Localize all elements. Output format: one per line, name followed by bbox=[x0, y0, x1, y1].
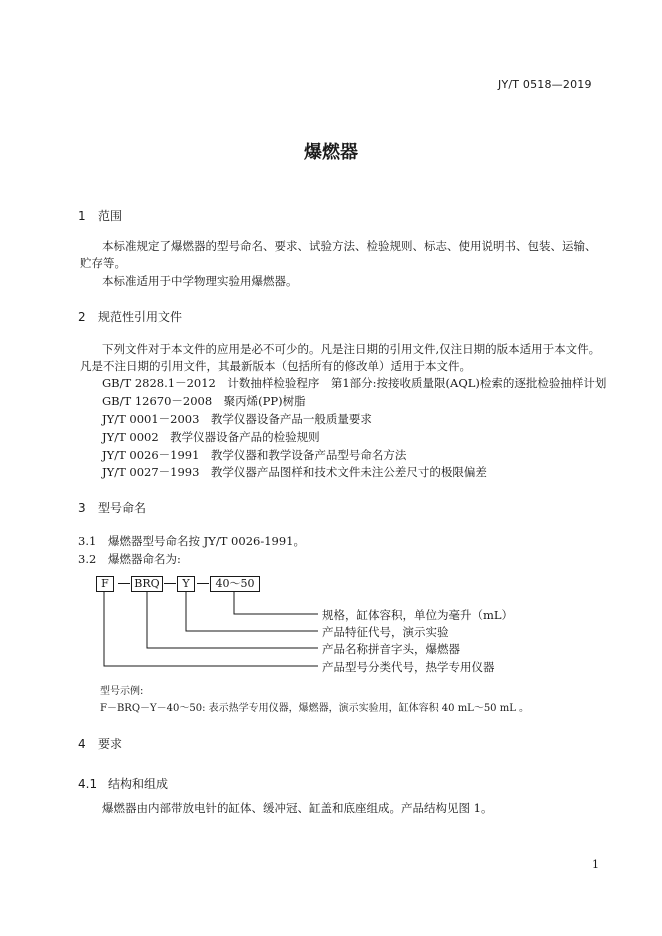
separator-dash bbox=[118, 583, 130, 584]
section-1-paragraph-2: 本标准适用于中学物理实验用爆燃器。 bbox=[102, 274, 298, 288]
separator-dash bbox=[164, 583, 176, 584]
reference-item: JY/T 0002 教学仪器设备产品的检验规则 bbox=[102, 430, 320, 444]
subsection-title: 结构和组成 bbox=[108, 777, 169, 791]
reference-item: GB/T 12670－2008 聚丙烯(PP)树脂 bbox=[102, 394, 306, 408]
section-number: 4 bbox=[78, 737, 86, 751]
section-2-paragraph: 下列文件对于本文件的应用是必不可少的。凡是注日期的引用文件,仅注日期的版本适用于本文件。凡是不注日期的引用文件，其最新版本（包括所有的修改单）适用于本文件。 bbox=[80, 342, 601, 373]
connector-feature bbox=[186, 591, 318, 631]
model-box-category: F bbox=[96, 576, 114, 592]
section-number: 1 bbox=[78, 209, 86, 223]
example-text: F－BRQ－Y－40～50: 表示热学专用仪器，爆燃器，演示实验用，缸体容积 40 mL～50 mL 。 bbox=[100, 703, 530, 714]
diagram-label-class: 产品型号分类代号，热学专用仪器 bbox=[322, 660, 495, 674]
reference-item: JY/T 0027－1993 教学仪器产品图样和技术文件未注公差尺寸的极限偏差 bbox=[102, 465, 487, 479]
subsection-text: 爆燃器型号命名按 JY/T 0026-1991。 bbox=[108, 534, 305, 548]
model-box-feature: Y bbox=[177, 576, 195, 592]
subsection-number: 4.1 bbox=[78, 777, 98, 791]
example-heading: 型号示例: bbox=[100, 686, 144, 697]
section-number: 3 bbox=[78, 501, 86, 515]
section-title: 型号命名 bbox=[98, 501, 147, 515]
subsection-4-1 bbox=[78, 775, 168, 792]
connector-class bbox=[104, 591, 318, 666]
subsection-number: 3.1 bbox=[78, 534, 97, 548]
model-box-spec: 40～50 bbox=[210, 576, 260, 592]
connector-name bbox=[147, 591, 318, 648]
section-1-paragraph-1: 本标准规定了爆燃器的型号命名、要求、试验方法、检验规则、标志、使用说明书、包装、运输、贮存等。 bbox=[80, 239, 597, 270]
section-title: 范围 bbox=[98, 209, 123, 223]
page-title: 爆燃器 bbox=[304, 142, 358, 163]
diagram-label-spec: 规格，缸体容积，单位为毫升（mL） bbox=[322, 608, 514, 622]
reference-item: JY/T 0026－1991 教学仪器和教学设备产品型号命名方法 bbox=[102, 448, 407, 462]
section-number: 2 bbox=[78, 310, 86, 324]
section-title: 规范性引用文件 bbox=[98, 310, 183, 324]
page-number: 1 bbox=[592, 858, 599, 871]
section-title: 要求 bbox=[98, 737, 123, 751]
reference-item: JY/T 0001－2003 教学仪器设备产品一般质量要求 bbox=[102, 412, 372, 426]
standard-code: JY/T 0518—2019 bbox=[498, 78, 592, 91]
reference-item: GB/T 2828.1－2012 计数抽样检验程序 第1部分:按接收质量限(AQL)检索的逐批检验抽样计划 bbox=[102, 376, 607, 390]
diagram-label-name: 产品名称拼音字头，爆燃器 bbox=[322, 642, 460, 656]
diagram-label-feature: 产品特征代号，演示实验 bbox=[322, 625, 449, 639]
connector-spec bbox=[234, 591, 318, 614]
model-box-name: BRQ bbox=[131, 576, 163, 592]
subsection-text: 爆燃器命名为: bbox=[108, 552, 181, 566]
section-4-heading bbox=[78, 735, 122, 752]
separator-dash bbox=[197, 583, 209, 584]
subsection-number: 3.2 bbox=[78, 552, 97, 566]
section-4-paragraph: 爆燃器由内部带放电针的缸体、缓冲冠、缸盖和底座组成。产品结构见图 1。 bbox=[102, 801, 493, 815]
